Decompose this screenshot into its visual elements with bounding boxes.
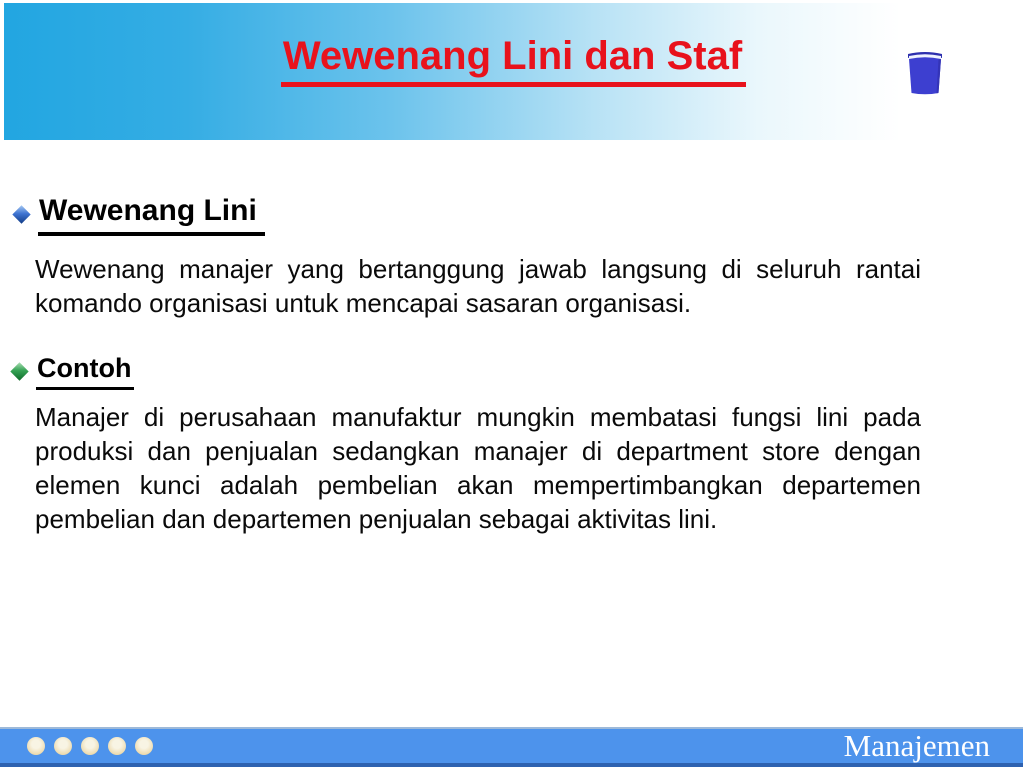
footer-dot	[27, 737, 45, 755]
footer-bar	[0, 727, 1023, 767]
footer-main-band	[0, 729, 1023, 763]
footer-dot	[81, 737, 99, 755]
footer-brand: Manajemen	[843, 728, 990, 763]
blue-diamond-bullet-icon	[12, 205, 30, 223]
section-2-heading: Contoh	[36, 352, 134, 390]
slide-title: Wewenang Lini dan Staf	[281, 34, 746, 87]
footer-dot	[108, 737, 126, 755]
footer-dots	[27, 737, 153, 755]
section-2-heading-row	[13, 352, 134, 390]
footer-bottom-edge	[0, 763, 1023, 767]
section-1-heading: Wewenang Lini	[38, 193, 265, 236]
footer-dot	[135, 737, 153, 755]
section-2-paragraph: Manajer di perusahaan manufaktur mungkin membatasi fungsi lini pada produksi dan penjualan sedangkan manajer di department store dengan elemen kunci adalah pembelian akan mempertimbangkan departemen pembelian dan departemen penjualan sebagai aktivitas lini.	[35, 402, 921, 534]
header-band	[4, 3, 1023, 140]
section-1-heading-row	[15, 193, 265, 236]
section-1-paragraph: Wewenang manajer yang bertanggung jawab langsung di seluruh rantai komando organisasi untuk mencapai sasaran organisasi.	[35, 254, 921, 318]
book-icon	[905, 49, 945, 101]
green-diamond-bullet-icon	[10, 362, 28, 380]
footer-dot	[54, 737, 72, 755]
